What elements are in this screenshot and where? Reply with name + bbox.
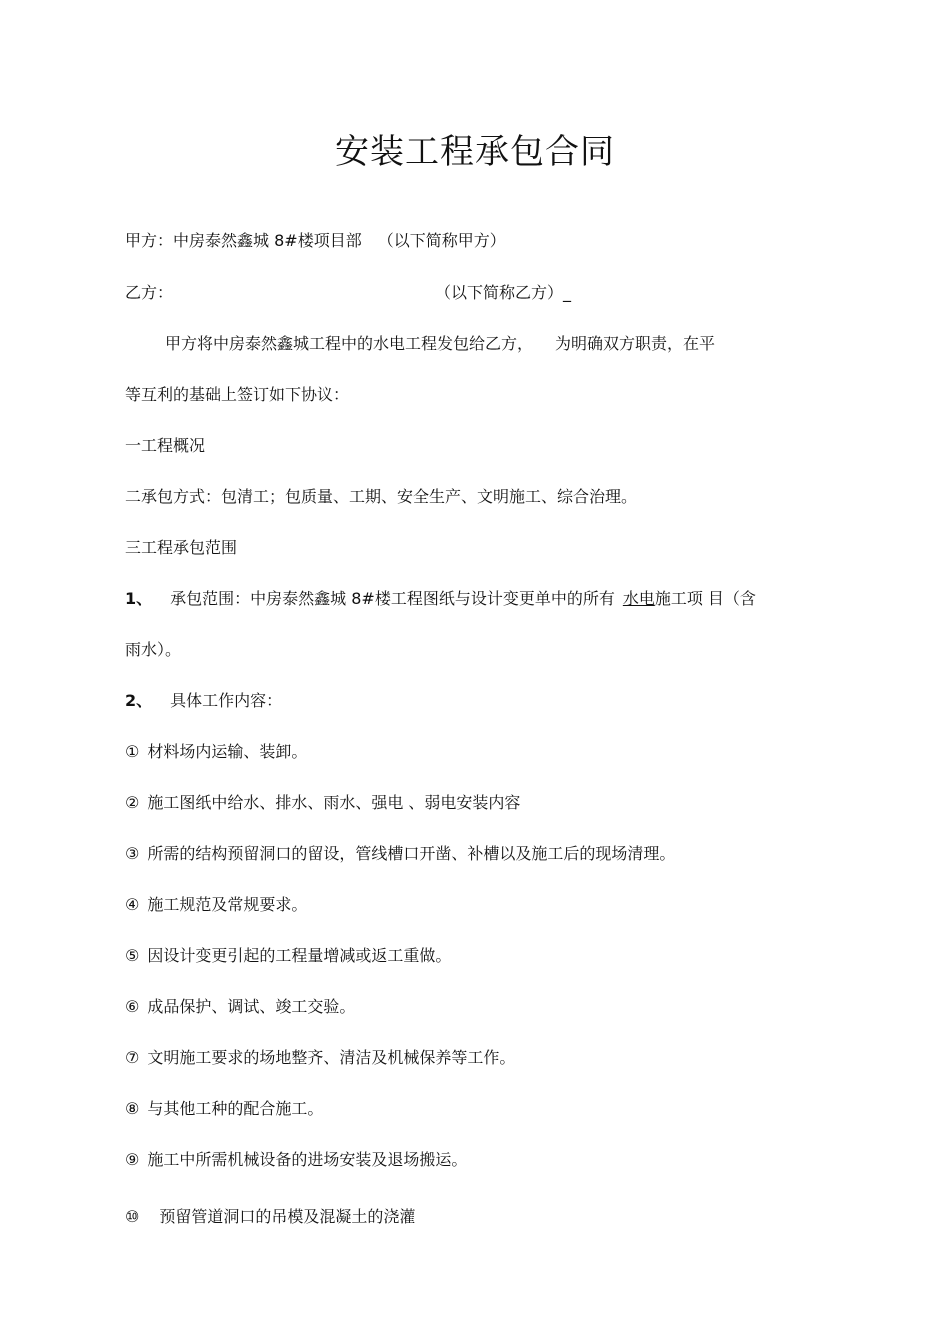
work-item-text: 与其他工种的配合施工。 <box>147 1099 324 1118</box>
work-item-mark: ⑨ <box>125 1150 140 1169</box>
scope-item-1-continued: 雨水）。 <box>125 640 182 659</box>
work-item-text: 施工中所需机械设备的进场安装及退场搬运。 <box>147 1150 468 1169</box>
work-item-mark: ⑥ <box>125 997 140 1016</box>
work-item <box>125 893 307 917</box>
work-item <box>125 995 355 1019</box>
scope-item-1 <box>125 587 756 611</box>
party-a-alias: （以下简称甲方） <box>377 231 506 250</box>
work-item <box>125 791 520 815</box>
intro-line-1 <box>165 332 715 356</box>
work-item <box>125 944 451 968</box>
work-item-mark: ④ <box>125 895 140 914</box>
work-item-mark: ③ <box>125 844 140 863</box>
work-item-mark: ⑩ <box>125 1207 140 1226</box>
work-item-mark: ⑧ <box>125 1099 140 1118</box>
work-item-mark: ① <box>125 742 140 761</box>
work-item <box>125 1148 467 1172</box>
work-item-text: 预留管道洞口的吊模及混凝土的浇灌 <box>159 1207 416 1226</box>
scope-item-2-text: 具体工作内容： <box>170 691 283 710</box>
party-a-label: 甲方： <box>125 231 174 250</box>
work-item-mark: ② <box>125 793 140 812</box>
work-item-text: 文明施工要求的场地整齐、清洁及机械保养等工作。 <box>147 1048 516 1067</box>
work-item-text: 所需的结构预留洞口的留设，管线槽口开凿、补槽以及施工后的现场清理。 <box>147 844 676 863</box>
intro-line-2: 等互利的基础上签订如下协议： <box>125 385 350 404</box>
work-item <box>125 1046 515 1070</box>
party-b-alias: （以下简称乙方）_ <box>435 283 572 302</box>
work-item-mark: ⑦ <box>125 1048 140 1067</box>
scope-item-1-post: 施工项 目（含 <box>654 589 756 608</box>
scope-item-1-text: 承包范围：中房泰然鑫城 8#楼工程图纸与设计变更单中的所有 <box>170 589 615 608</box>
document-title: 安装工程承包合同 <box>335 132 615 172</box>
scope-item-1-underlined: 水电 <box>622 589 655 608</box>
work-item-text: 施工规范及常规要求。 <box>147 895 308 914</box>
work-item <box>125 1097 323 1121</box>
work-item <box>125 842 675 866</box>
party-a-name: 中房泰然鑫城 8#楼项目部 <box>173 231 362 250</box>
scope-item-1-number: 1、 <box>125 589 153 608</box>
party-b-label: 乙方： <box>125 283 174 302</box>
party-a-line <box>125 229 506 253</box>
party-b-line <box>125 281 571 305</box>
section-scope: 三工程承包范围 <box>125 538 238 557</box>
work-item-text: 因设计变更引起的工程量增减或返工重做。 <box>147 946 452 965</box>
section-contract-method: 二承包方式：包清工；包质量、工期、安全生产、文明施工、综合治理。 <box>125 487 638 506</box>
work-item-text: 材料场内运输、装卸。 <box>147 742 308 761</box>
work-item <box>125 1205 415 1229</box>
work-item-text: 成品保护、调试、竣工交验。 <box>147 997 356 1016</box>
work-item-mark: ⑤ <box>125 946 140 965</box>
intro-part-1: 甲方将中房泰然鑫城工程中的水电工程发包给乙方， <box>165 334 534 353</box>
scope-item-2-number: 2、 <box>125 691 153 710</box>
scope-item-2 <box>125 689 282 713</box>
work-item <box>125 740 307 764</box>
section-overview: 一工程概况 <box>125 436 206 455</box>
intro-part-2: 为明确双方职责，在平 <box>555 334 716 353</box>
work-item-text: 施工图纸中给水、排水、雨水、强电 、弱电安装内容 <box>147 793 521 812</box>
